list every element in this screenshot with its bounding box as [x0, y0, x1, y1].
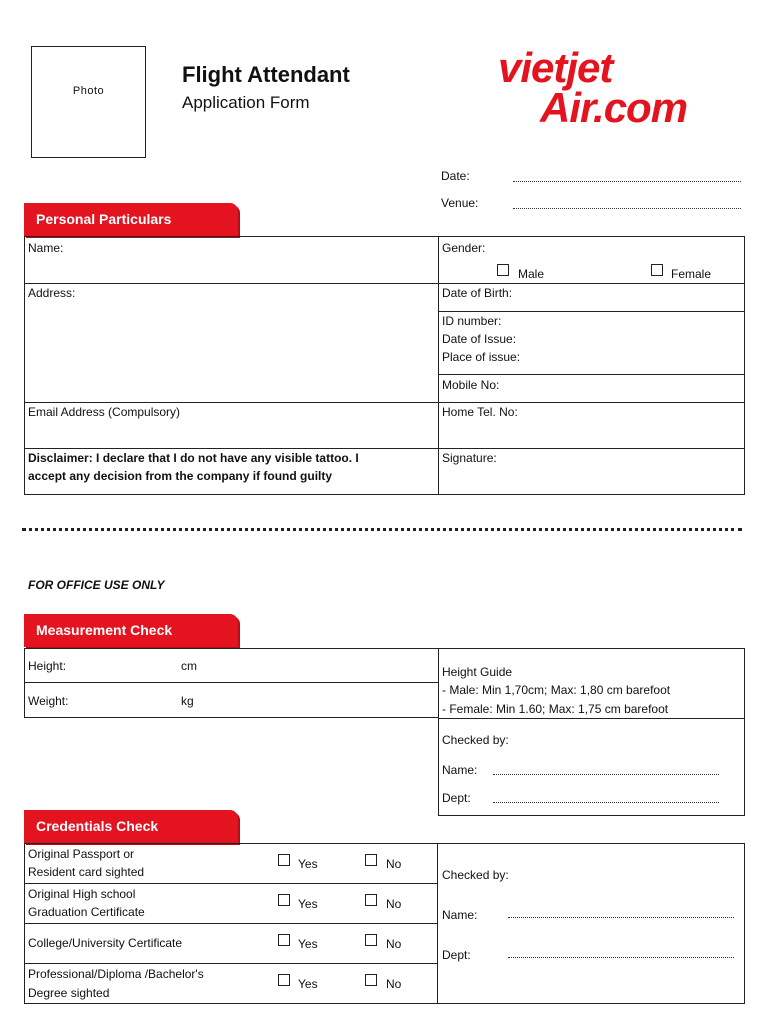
weight-label: Weight:	[28, 694, 69, 708]
email-label: Email Address (Compulsory)	[28, 405, 181, 419]
credentials-checked-box	[437, 843, 745, 1004]
no-checkbox[interactable]	[365, 894, 377, 906]
no-label: No	[386, 937, 402, 951]
mobile-label: Mobile No:	[442, 378, 500, 392]
form-title: Flight Attendant	[182, 62, 350, 87]
place-of-issue-label: Place of issue:	[442, 350, 521, 364]
no-checkbox[interactable]	[365, 934, 377, 946]
disclaimer-line-2: accept any decision from the company if found guilty	[28, 469, 333, 483]
male-label: Male	[518, 267, 545, 281]
date-of-issue-label: Date of Issue:	[442, 332, 517, 346]
measurement-table	[24, 648, 439, 718]
credentials-check-header	[24, 810, 238, 843]
date-field[interactable]	[513, 181, 741, 182]
address-label: Address:	[28, 286, 76, 300]
weight-field[interactable]	[85, 687, 175, 711]
home-tel-label: Home Tel. No:	[442, 405, 518, 419]
logo-line-1: vietjet	[498, 44, 613, 91]
personal-particulars-header	[24, 203, 238, 236]
measurement-check-title: Measurement Check	[36, 622, 173, 638]
no-checkbox[interactable]	[365, 854, 377, 866]
address-field[interactable]	[27, 303, 435, 399]
email-field[interactable]	[27, 422, 435, 446]
photo-label: Photo	[72, 85, 105, 97]
height-field[interactable]	[85, 653, 175, 677]
height-guide-male: - Male: Min 1,70cm; Max: 1,80 cm barefoot	[442, 683, 671, 697]
male-checkbox[interactable]	[497, 264, 509, 276]
height-guide-female: - Female: Min 1.60; Max: 1,75 cm barefoot	[442, 702, 669, 716]
measurement-dept-label: Dept:	[442, 791, 471, 805]
name-field[interactable]	[27, 257, 435, 281]
no-label: No	[386, 897, 402, 911]
yes-label: Yes	[298, 977, 318, 991]
yes-checkbox[interactable]	[278, 894, 290, 906]
no-label: No	[386, 857, 402, 871]
credential-row-line-1: College/University Certificate	[28, 936, 183, 950]
id-number-label: ID number:	[442, 314, 502, 328]
credentials-checked-by-label: Checked by:	[442, 868, 509, 882]
signature-field[interactable]	[441, 469, 741, 493]
credential-row-line-2: Graduation Certificate	[28, 905, 145, 919]
office-use-label: FOR OFFICE USE ONLY	[28, 578, 165, 592]
no-label: No	[386, 977, 402, 991]
photo-placeholder[interactable]	[31, 46, 146, 158]
yes-checkbox[interactable]	[278, 974, 290, 986]
gender-label: Gender:	[442, 241, 486, 255]
yes-label: Yes	[298, 857, 318, 871]
name-label: Name:	[28, 241, 64, 255]
height-label: Height:	[28, 659, 67, 673]
female-label: Female	[671, 267, 712, 281]
logo-line-2: Air.com	[540, 84, 688, 131]
credential-row-line-1: Original High school	[28, 887, 136, 901]
measurement-dept-field[interactable]	[493, 802, 719, 803]
form-subtitle: Application Form	[182, 93, 310, 112]
yes-checkbox[interactable]	[278, 934, 290, 946]
credential-row-line-2: Degree sighted	[28, 986, 110, 1000]
credentials-name-field[interactable]	[508, 917, 734, 918]
height-guide-title: Height Guide	[442, 665, 513, 679]
disclaimer-line-1: Disclaimer: I declare that I do not have any visible tattoo. I	[28, 451, 359, 465]
weight-unit: kg	[181, 694, 194, 708]
credential-row-line-1: Original Passport or	[28, 847, 135, 861]
credentials-table	[24, 843, 438, 1004]
yes-checkbox[interactable]	[278, 854, 290, 866]
personal-particulars-table	[24, 236, 745, 495]
female-checkbox[interactable]	[651, 264, 663, 276]
measurement-check-header	[24, 614, 238, 647]
dob-label: Date of Birth:	[442, 286, 513, 300]
credentials-name-label: Name:	[442, 908, 478, 922]
credentials-dept-field[interactable]	[508, 957, 734, 958]
venue-field[interactable]	[513, 208, 741, 209]
measurement-name-label: Name:	[442, 763, 478, 777]
credential-row-line-1: Professional/Diploma /Bachelor's	[28, 967, 204, 981]
cut-line-divider	[22, 528, 742, 531]
yes-label: Yes	[298, 937, 318, 951]
no-checkbox[interactable]	[365, 974, 377, 986]
credentials-check-title: Credentials Check	[36, 818, 159, 834]
height-unit: cm	[181, 659, 197, 673]
yes-label: Yes	[298, 897, 318, 911]
measurement-name-field[interactable]	[493, 774, 719, 775]
venue-label: Venue:	[441, 196, 479, 210]
height-guide-box	[438, 648, 745, 816]
signature-label: Signature:	[442, 451, 497, 465]
credentials-dept-label: Dept:	[442, 948, 471, 962]
date-label: Date:	[441, 169, 470, 183]
credential-row-line-2: Resident card sighted	[28, 865, 145, 879]
vietjet-logo	[494, 44, 746, 136]
personal-particulars-title: Personal Particulars	[36, 211, 172, 227]
measurement-checked-by-label: Checked by:	[442, 733, 509, 747]
